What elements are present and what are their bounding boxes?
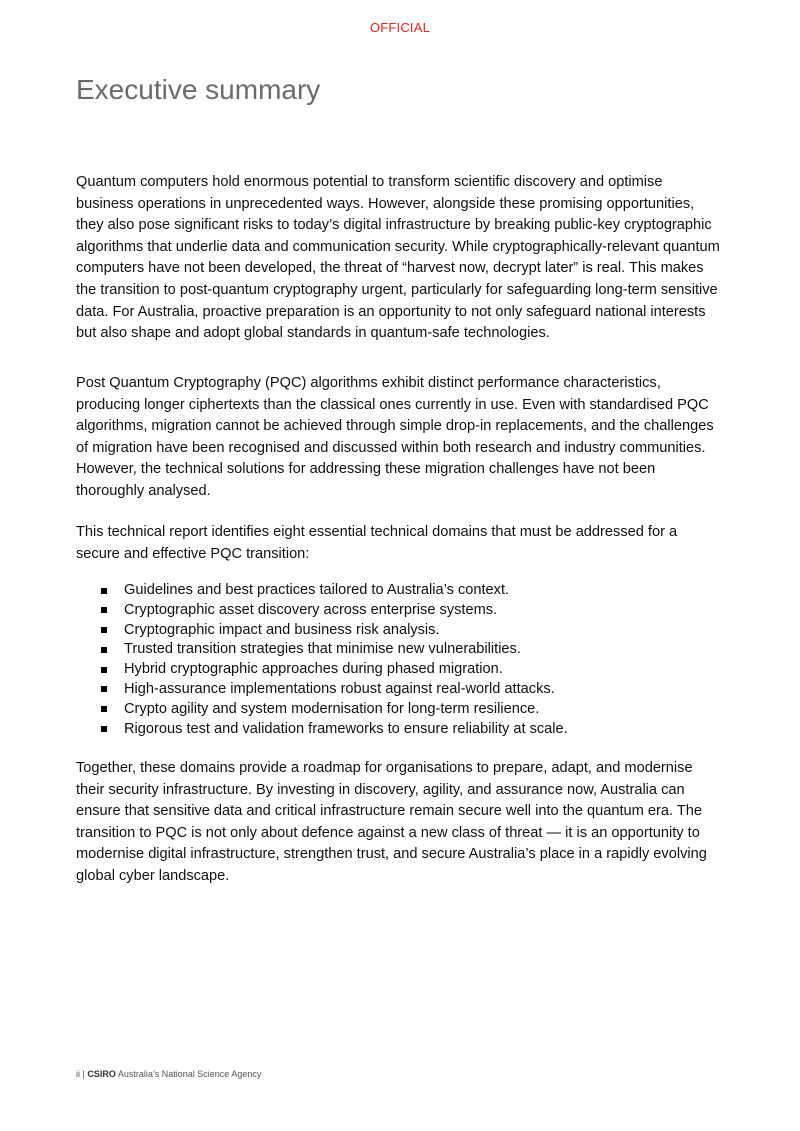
- paragraph-intro: [76, 172, 724, 345]
- page-footer: [76, 1069, 261, 1079]
- domains-list: [76, 581, 724, 739]
- list-item: [76, 601, 724, 621]
- list-item: [76, 680, 724, 700]
- square-bullet-icon: [101, 607, 107, 613]
- list-item-text: High-assurance implementations robust against real-world attacks.: [124, 680, 555, 697]
- footer-brand: CSIRO: [87, 1069, 116, 1079]
- list-item-text: Crypto agility and system modernisation for long-term resilience.: [124, 700, 540, 717]
- square-bullet-icon: [101, 667, 107, 673]
- footer-tagline: Australia’s National Science Agency: [117, 1069, 262, 1079]
- list-item-text: Cryptographic impact and business risk analysis.: [124, 621, 440, 638]
- classification-marking: OFFICIAL: [369, 20, 431, 35]
- list-item: [76, 581, 724, 601]
- list-item-text: Hybrid cryptographic approaches during phased migration.: [124, 661, 503, 678]
- list-item: [76, 700, 724, 720]
- square-bullet-icon: [101, 726, 107, 732]
- list-item: [76, 720, 724, 740]
- list-item: [76, 660, 724, 680]
- list-item-text: Guidelines and best practices tailored to Australia’s context.: [124, 582, 510, 598]
- list-item-text: Cryptographic asset discovery across enterprise systems.: [124, 601, 498, 618]
- list-item: [76, 621, 724, 641]
- square-bullet-icon: [101, 647, 107, 653]
- paragraph-pqc-performance: [76, 373, 724, 503]
- paragraph-text: This technical report identifies eight essential technical domains that must be addressed for a secure and effective PQC transition:: [76, 524, 678, 562]
- paragraph-text: Quantum computers hold enormous potential to transform scientific discovery and optimise business operations in unprecedented ways. However, alongside these promising opportunities, they also pose significant risks to today’s digital infrastructure by breaking public-key cryptographic algorithms that underlie data and communication security. While cryptographically-relevant quantum computers have not been developed, the threat of “harvest now, decrypt later” is real. This makes the transition to post-quantum cryptography urgent, particularly for safeguarding long-term sensitive data. For Australia, proactive preparation is an opportunity to not only safeguard national interests but also shape and adopt global standards in quantum-safe technologies.: [76, 174, 720, 342]
- paragraph-domains-intro: [76, 522, 724, 565]
- page-title: Executive summary: [76, 74, 321, 105]
- square-bullet-icon: [101, 686, 107, 692]
- page-number: ii: [76, 1069, 80, 1079]
- list-item-text: Trusted transition strategies that minimise new vulnerabilities.: [124, 641, 521, 658]
- square-bullet-icon: [101, 627, 107, 633]
- footer-separator: |: [82, 1069, 85, 1079]
- square-bullet-icon: [101, 706, 107, 712]
- square-bullet-icon: [101, 588, 107, 594]
- paragraph-text: Post Quantum Cryptography (PQC) algorithms exhibit distinct performance characteristics, producing longer ciphertexts than the classical ones currently in use. Even with standardised PQC algorithms, migration cannot be achieved through simple drop-in replacements, and the challenges of migration have been recognised and discussed within both research and industry communities. However, the technical solutions for addressing these migration challenges have not been thoroughly analysed.: [76, 375, 714, 499]
- list-item-text: Rigorous test and validation frameworks to ensure reliability at scale.: [124, 720, 568, 737]
- paragraph-text: Together, these domains provide a roadmap for organisations to prepare, adapt, and modernise their security infrastructure. By investing in discovery, agility, and assurance now, Australia can ensure that sensitive data and critical infrastructure remain secure well into the quantum era. The transition to PQC is not only about defence against a new class of threat — it is an opportunity to modernise digital infrastructure, strengthen trust, and secure Australia’s place in a rapidly evolving global cyber landscape.: [76, 760, 707, 884]
- list-item: [76, 640, 724, 660]
- paragraph-conclusion: [76, 758, 724, 888]
